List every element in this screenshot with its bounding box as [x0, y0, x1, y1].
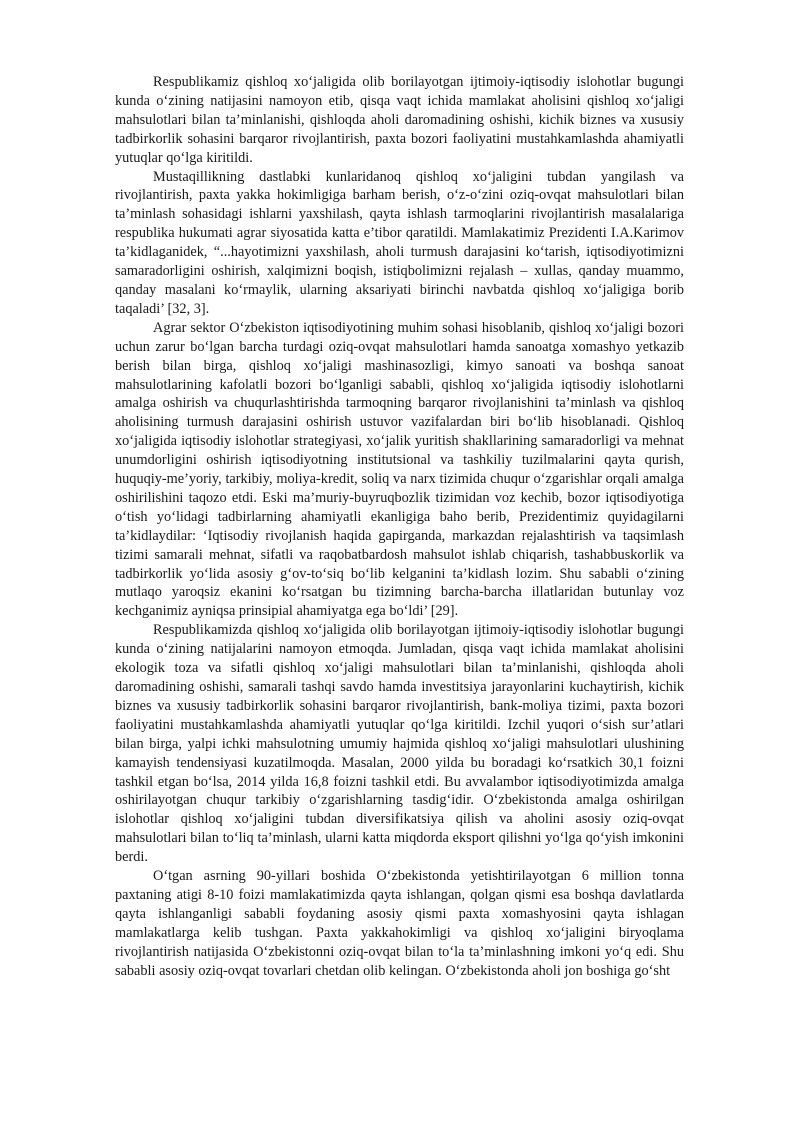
paragraph-2: Mustaqillikning dastlabki kunlaridanoq qishloq xo‘jaligini tubdan yangilash va rivojlantirish, paxta yakka hokimligiga barham berish, o‘z-o‘zini oziq-ovqat mahsulotlari bilan ta’minlash sohasidagi ishlarni yaxshilash, qayta ishlash tarmoqlarini rivojlantirish masalalariga respublika hukumati agrar siyosatida katta e’tibor qaratildi. Mamlakatimiz Prezidenti I.A.Karimov ta’kidlaganidek, “...hayotimizni yaxshilash, aholi turmush darajasini ko‘tarish, iqtisodiyotimizni samaradorligini oshirish, xalqimizni boqish, istiqbolimizni rejalash – xullas, qanday muammo, qanday masalani ko‘rmaylik, ularning aksariyati birinchi navbatda qishloq xo‘jaligiga borib taqaladi’ [32, 3]. [115, 168, 684, 317]
document-body [115, 73, 684, 981]
paragraph-1: Respublikamiz qishloq xo‘jaligida olib borilayotgan ijtimoiy-iqtisodiy islohotlar bugungi kunda o‘zining natijasini namoyon etib, qisqa vaqt ichida mamlakat aholisini qishloq xo‘jaligi mahsulotlari bilan ta’minlanishi, qishloqda aholi daromadining oshishi, kichik biznes va xususiy tadbirkorlik sohasini barqaror rivojlantirish, paxta bozori faoliyatini mustahkamlashda ahamiyatli yutuqlar qo‘lga kiritildi. [115, 74, 684, 166]
paragraph-3: Agrar sektor O‘zbekiston iqtisodiyotining muhim sohasi hisoblanib, qishloq xo‘jaligi bozori uchun zarur bo‘lgan barcha turdagi oziq-ovqat mahsulotlari hamda sanoatga xomashyo yetkazib berish bilan birga, qishloq xo‘jaligi mashinasozligi, kimyo sanoati va boshqa sanoat mahsulotlarining kafolatli bozori bo‘lganligi sababli, qishloq xo‘jaligida iqtisodiy islohotlarni amalga oshirish va chuqurlashtirishda tarmoqning barqaror rivojlanishini ta’minlash va qishloq aholisining turmush darajasini oshirish ustuvor vazifalardan biri bo‘lib hisoblanadi. Qishloq xo‘jaligida iqtisodiy islohotlar strategiyasi, xo‘jalik yuritish shakllarining samaradorligi va mehnat unumdorligini oshirish iqtisodiyotning institutsional va tashkiliy tuzilmalarini qayta qurish, huquqiy-me’yoriy, tarkibiy, moliya-kredit, soliq va narx tizimida chuqur o‘zgarishlar orqali amalga oshirilishini taqozo etdi. Eski ma’muriy-buyruqbozlik tizimidan voz kechib, bozor iqtisodiyotiga o‘tish yo‘lidagi tadbirlarning ahamiyatli ekanligiga baho berib, Prezidentimiz quyidagilarni ta’kidlaydilar: ‘Iqtisodiy rivojlanish haqida gapirganda, markazdan rejalashtirish va taqsimlash tizimi samarali mehnat, sifatli va raqobatbardosh mahsulot ishlab chiqarish, tashabbuskorlik va tadbirkorlik yo‘lida asosiy g‘ov-to‘siq bo‘lib kelganini ta’kidlash lozim. Shu sababli o‘zining mutlaqo yaroqsiz ekanini ko‘rsatgan bu tizimning barcha-barcha illatlaridan butunlay voz kechganimiz ayniqsa prinsipial ahamiyatga ega bo‘ldi’ [29]. [115, 319, 684, 620]
paragraph-5: O‘tgan asrning 90-yillari boshida O‘zbekistonda yetishtirilayotgan 6 million tonna paxtaning atigi 8-10 foizi mamlakatimizda qayta ishlangan, qolgan qismi esa boshqa davlatlarda qayta ishlanganligi sababli foydaning asosiy qismi paxta xomashyosini qayta ishlagan mamlakatlarga kelib tushgan. Paxta yakkahokimligi va qishloq xo‘jaligini biryoqlama rivojlantirish natijasida O‘zbekistonni oziq-ovqat bilan to‘la ta’minlashning imkoni yo‘q edi. Shu sababli asosiy oziq-ovqat tovarlari chetdan olib kelingan. O‘zbekistonda aholi jon boshiga go‘sht [115, 868, 684, 979]
paragraph-4: Respublikamizda qishloq xo‘jaligida olib borilayotgan ijtimoiy-iqtisodiy islohotlar bugungi kunda o‘zining natijalarini namoyon etmoqda. Jumladan, qisqa vaqt ichida mamlakat aholisini ekologik toza va sifatli qishloq xo‘jaligi mahsulotlari bilan ta’minlanishi, qishloqda aholi daromadining oshishi, samarali tashqi savdo hamda investitsiya jarayonlarini kuchaytirish, kichik biznes va xususiy tadbirkorlik sohasini barqaror rivojlantirish, bank-moliya tizimi, paxta bozori faoliyatini mustahkamlashda ahamiyatli yutuqlar qo‘lga kiritildi. Izchil yuqori o‘sish sur’atlari bilan birga, yalpi ichki mahsulotning umumiy hajmida qishloq xo‘jaligi mahsulotlari ulushining kamayish tendensiyasi kuzatilmoqda. Masalan, 2000 yilda bu boradagi ko‘rsatkich 30,1 foizni tashkil etgan bo‘lsa, 2014 yilda 16,8 foizni tashkil etdi. Bu avvalambor iqtisodiyotimizda amalga oshirilayotgan chuqur tarkibiy o‘zgarishlarning tasdig‘idir. O‘zbekistonda amalga oshirilgan islohotlar qishloq xo‘jaligini tubdan diversifikatsiya qilish va aholini asosiy oziq-ovqat mahsulotlari bilan to‘liq ta’minlash, ularni katta miqdorda eksport qilishni yo‘lga qo‘yish imkonini berdi. [115, 622, 684, 866]
